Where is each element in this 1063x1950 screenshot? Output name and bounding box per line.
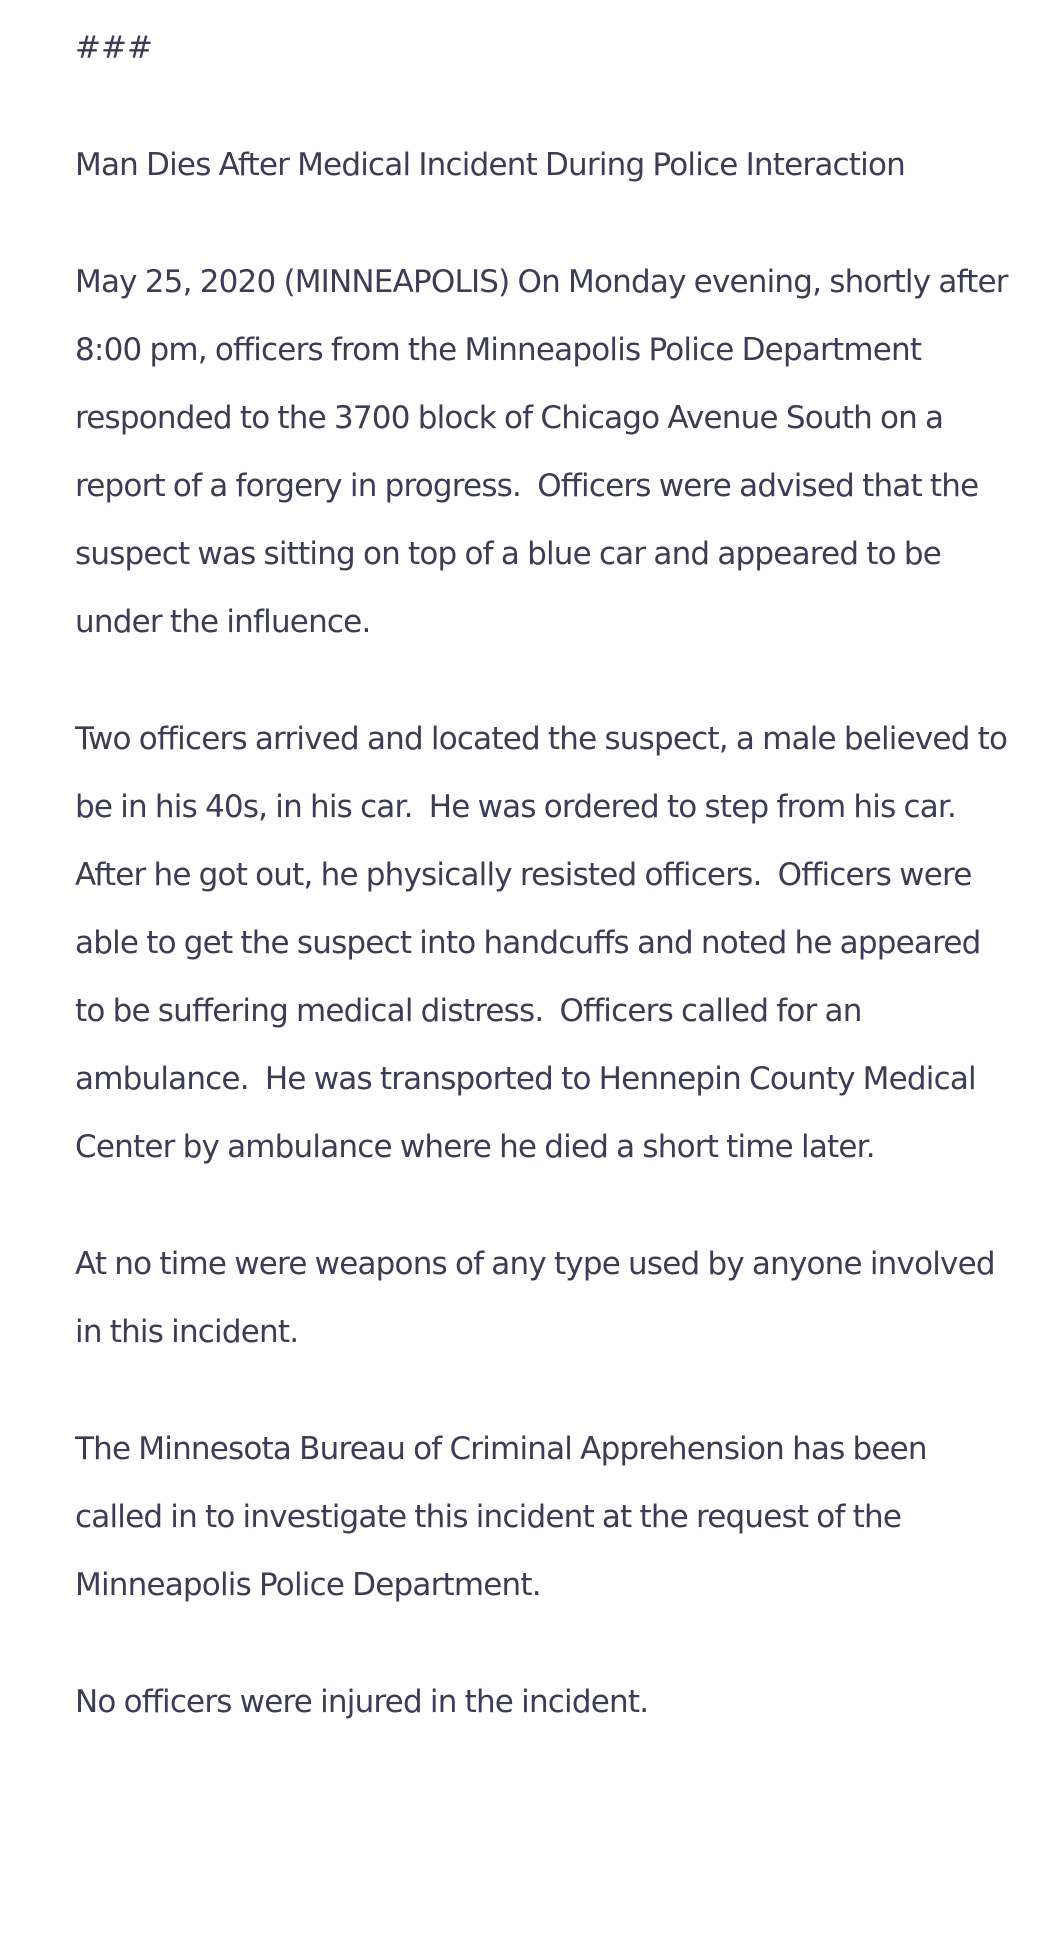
paragraph-no-injuries: No officers were injured in the incident. bbox=[75, 1684, 649, 1720]
paragraph-no-weapons: At no time were weapons of any type used by anyone involved in this incident. bbox=[75, 1246, 1003, 1350]
paragraph-suspect-encounter: Two officers arrived and located the suspect, a male believed to be in his 40s, in his car. He was ordered to step from his car. After he got out, he physically resisted officers. Officers were able to get the suspect into handcuffs and noted he appeared to be suffering medical distress. Officers called for an ambulance. He was transported to Hennepin County Medical Center by ambulance where he died a short time later. bbox=[75, 721, 1016, 1165]
paragraph-bca-investigation: The Minnesota Bureau of Criminal Apprehension has been called in to investigate this incident at the request of the Minneapolis Police Department. bbox=[75, 1431, 935, 1603]
press-release-headline: Man Dies After Medical Incident During Police Interaction bbox=[75, 147, 905, 183]
paragraph-incident-report: May 25, 2020 (MINNEAPOLIS) On Monday evening, shortly after 8:00 pm, officers from the Minneapolis Police Department responded to the 3700 block of Chicago Avenue South on a report of a forgery in progress. Officers were advised that the suspect was sitting on top of a blue car and appeared to be under the influence. bbox=[75, 264, 1016, 640]
section-separator: ### bbox=[75, 30, 153, 66]
